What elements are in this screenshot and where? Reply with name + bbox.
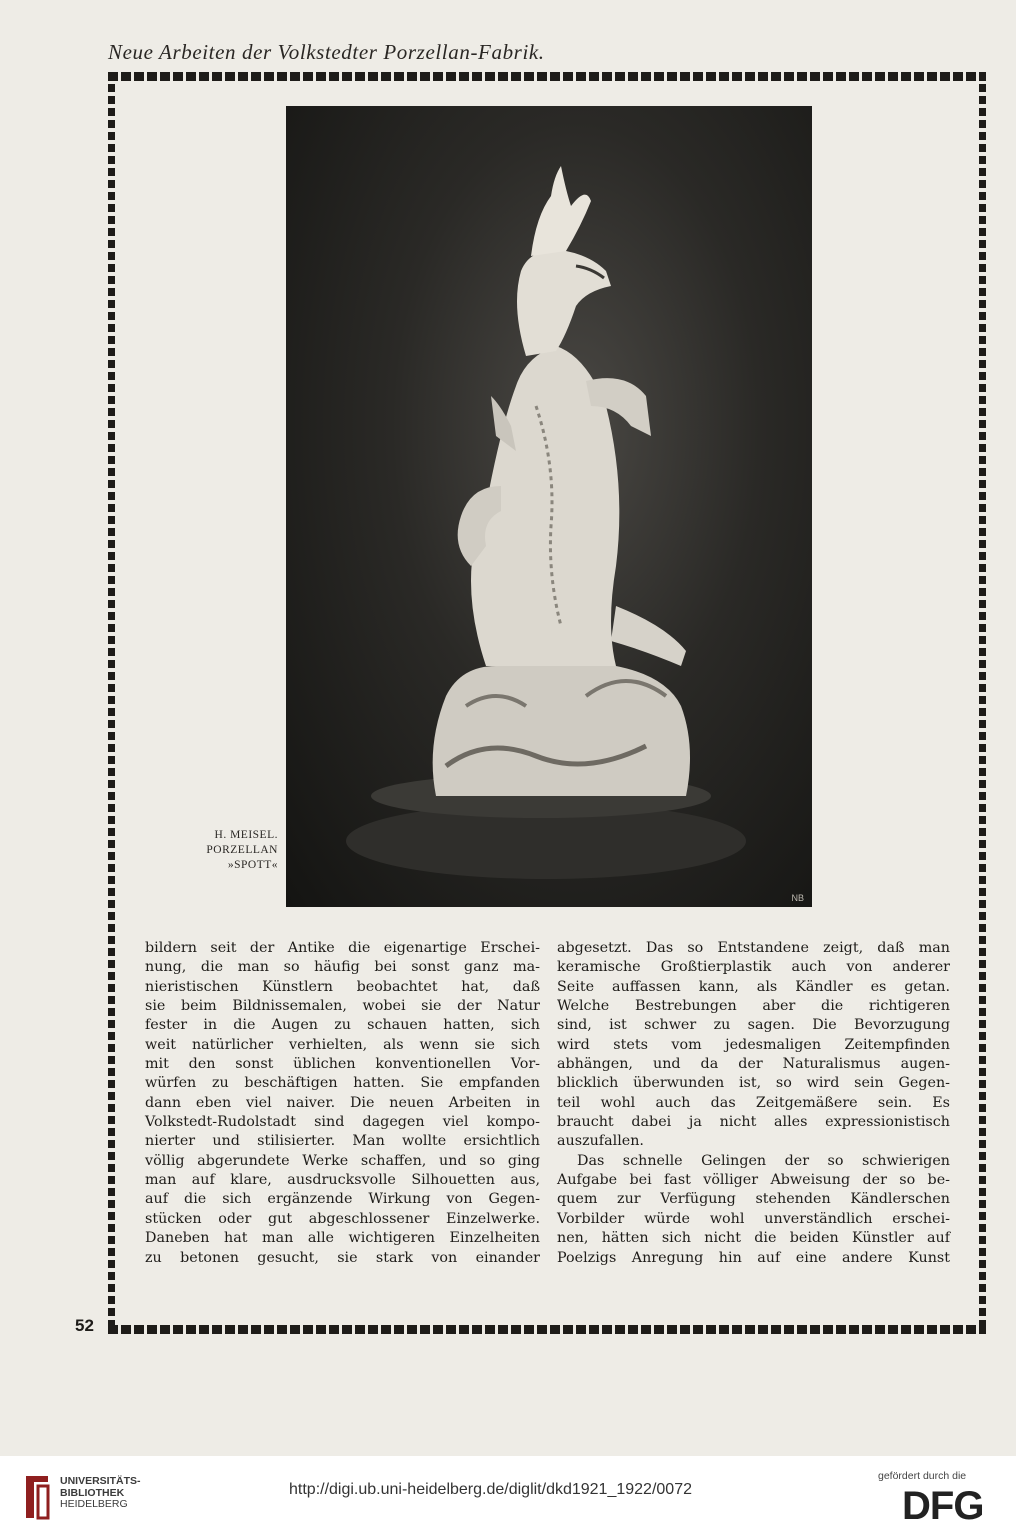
text-line: man auf klare, ausdrucksvolle Silhouetten aus,: [145, 1172, 540, 1189]
text-line: quem zur Verfügung stehenden Kändlerschen: [557, 1191, 950, 1208]
text-line: fester in die Augen zu schauen hatten, sich: [145, 1017, 540, 1034]
text-line: Das schnelle Gelingen der so schwierigen: [577, 1152, 950, 1169]
text-line: völlig abgerundete Werke schaffen, und so ging: [145, 1152, 540, 1169]
caption-line: »SPOTT«: [227, 859, 278, 871]
porcelain-figurine-illustration: [286, 106, 812, 907]
text-line: abgesetzt. Das so Entstandene zeigt, daß man: [557, 940, 950, 956]
text-line: wird stets vom jedesmaligen Zeitempfinden: [557, 1036, 950, 1053]
text-line: Welche Bestrebungen aber die richtigeren: [557, 998, 950, 1015]
text-line: blicklich überwunden ist, so wird sein Gegen-: [557, 1075, 950, 1092]
dfg-logo: DFG: [902, 1484, 984, 1528]
library-name-line: UNIVERSITÄTS-: [60, 1475, 141, 1487]
photographer-signet: NB: [791, 893, 804, 903]
text-line: keramische Großtierplastik auch von anderer: [557, 959, 950, 976]
text-line: Volkstedt-Rudolstadt sind dagegen viel kompo-: [145, 1114, 540, 1131]
caption-line: H. MEISEL.: [214, 829, 278, 841]
text-line: sind, ist schwer zu sagen. Die Bevorzugung: [557, 1017, 950, 1034]
text-line: nieristischen Künstlern beobachtet hat, daß: [145, 978, 540, 995]
text-line: abhängen, und da der Naturalismus augen-: [557, 1056, 950, 1073]
library-name-line: BIBLIOTHEK: [60, 1486, 125, 1499]
text-line: braucht dabei ja nicht alles expressionistisch: [557, 1114, 950, 1131]
text-line: Seite auffassen kann, als Kändler es getan.: [557, 978, 950, 995]
text-line: Vorbilder würde wohl unverständlich erschei-: [557, 1210, 950, 1227]
border-top: [108, 72, 986, 81]
page-number: 52: [75, 1316, 94, 1335]
border-left: [108, 72, 115, 1334]
text-column-right: [557, 939, 950, 1268]
permalink-url[interactable]: http://digi.ub.uni-heidelberg.de/diglit/dkd1921_1922/0072: [289, 1481, 692, 1498]
text-line: zu betonen gesucht, sie stark von einander: [145, 1249, 540, 1266]
text-line: nen, hätten sich nicht die beiden Künstler auf: [557, 1230, 950, 1247]
text-line: Aufgabe bei fast völliger Abweisung der so be-: [557, 1172, 950, 1189]
text-line: mit den sonst üblichen konventionellen Vor-: [145, 1056, 540, 1073]
figure-caption: [150, 828, 278, 873]
text-line: teil wohl auch das Zeitgemäßere sein. Es: [557, 1094, 950, 1111]
text-line: auf die sich ergänzende Wirkung von Gegen-: [145, 1191, 540, 1208]
text-line: bildern seit der Antike die eigenartige Erschei-: [145, 940, 540, 956]
text-line: auszufallen.: [557, 1133, 644, 1150]
text-line: nung, die man so häufig bei sonst ganz ma-: [145, 959, 540, 976]
text-line: nierter und stilisierter. Man wollte ersichtlich: [145, 1133, 540, 1150]
border-right: [979, 72, 986, 1334]
text-line: Daneben hat man alle wichtigeren Einzelheiten: [145, 1230, 540, 1247]
text-line: Poelzigs Anregung hin auf eine andere Kunst: [557, 1249, 950, 1266]
running-head: Neue Arbeiten der Volkstedter Porzellan-Fabrik.: [108, 40, 545, 64]
funded-by-label: gefördert durch die: [878, 1470, 967, 1482]
caption-line: PORZELLAN: [206, 844, 278, 856]
text-line: stücken oder gut abgeschlossener Einzelwerke.: [145, 1210, 540, 1227]
text-column-left: [145, 939, 540, 1268]
text-line: dann eben viel naiver. Die neuen Arbeiten in: [145, 1094, 540, 1111]
text-line: weit natürlicher verhielten, als wenn sie sich: [145, 1036, 540, 1053]
university-library-logo-icon: [22, 1472, 52, 1522]
digitization-footer: [0, 1456, 1016, 1537]
border-bottom: [108, 1325, 986, 1334]
library-name-line: HEIDELBERG: [60, 1498, 128, 1510]
library-name: [60, 1476, 141, 1511]
text-line: sie beim Bildnissemalen, wobei sie der Natur: [145, 998, 540, 1015]
figure-photo: [286, 106, 812, 907]
text-line: würfen zu beschäftigen hatten. Sie empfanden: [145, 1075, 540, 1092]
